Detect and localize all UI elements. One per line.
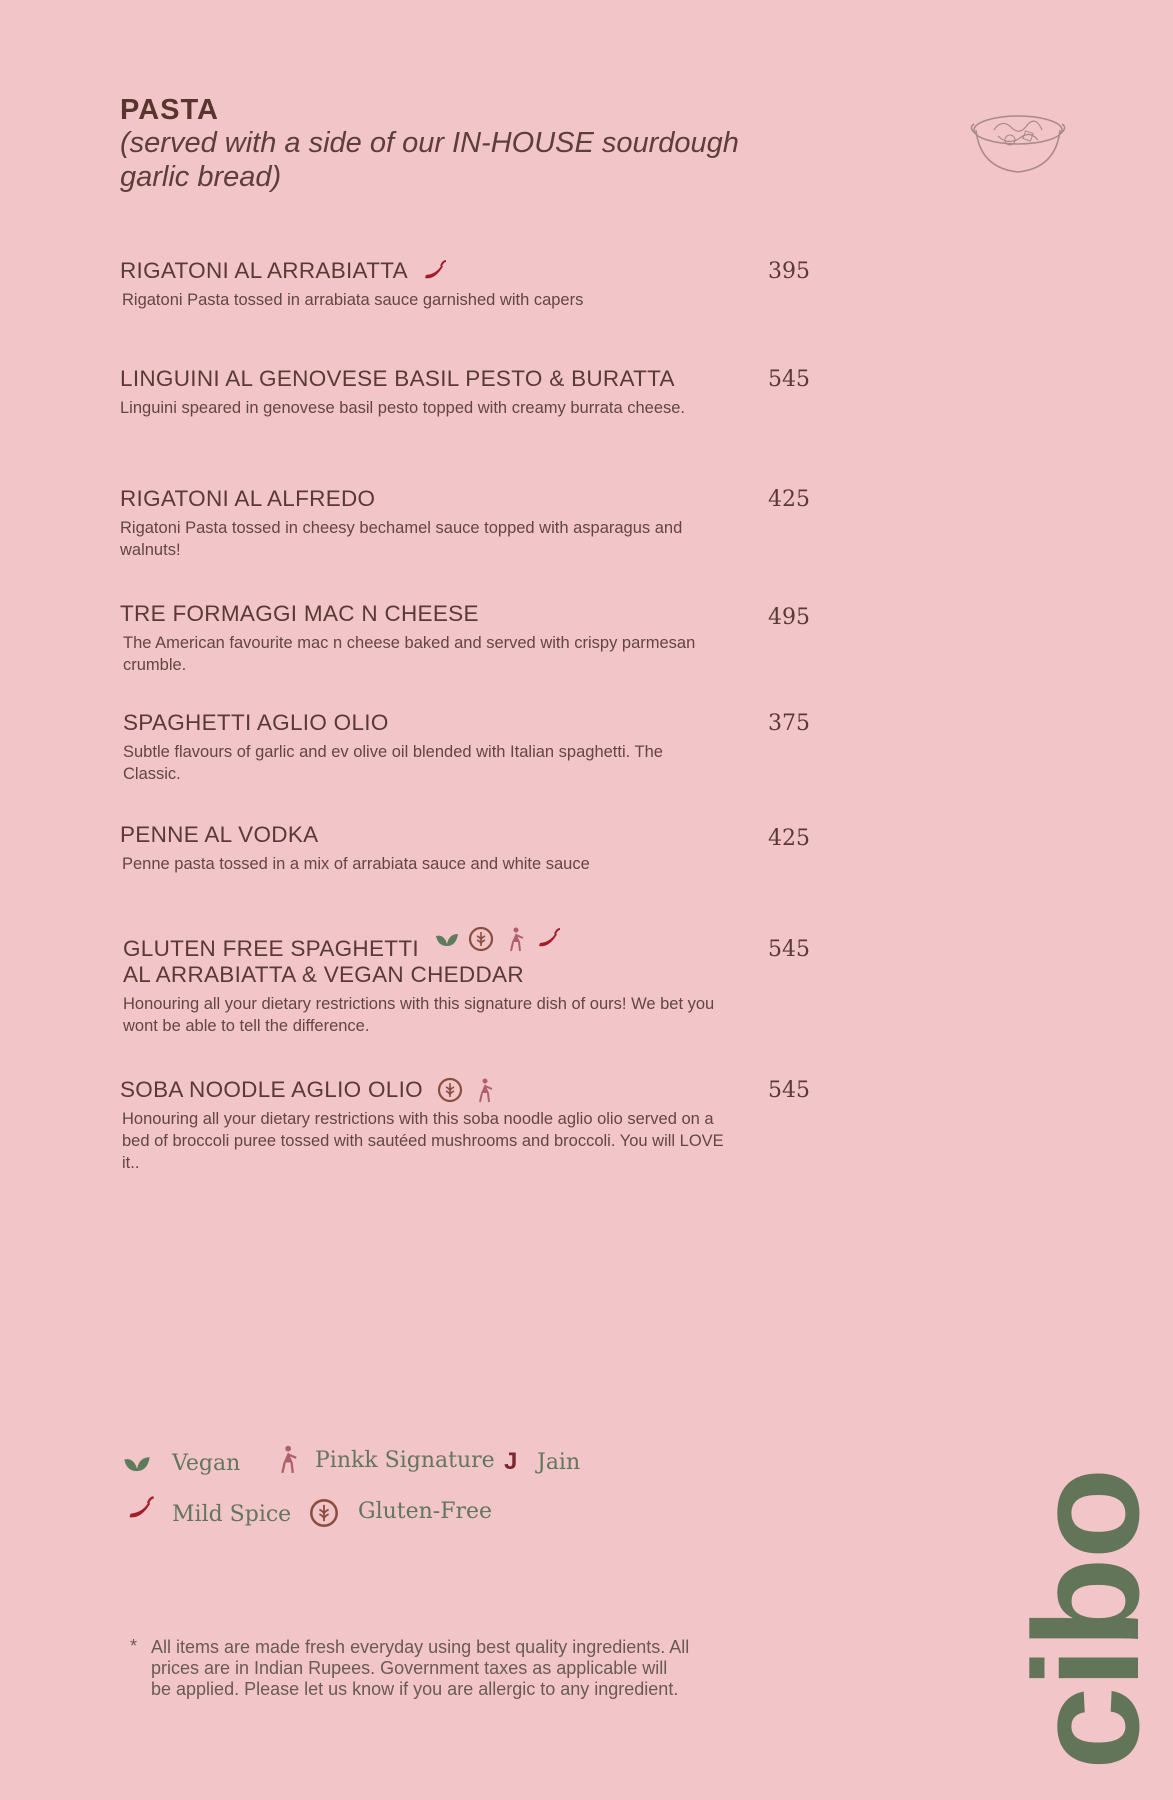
item-price: 545: [768, 1078, 810, 1103]
jain-icon: J: [504, 1448, 518, 1475]
footnote-text: All items are made fresh everyday using best quality ingredients. All prices are in Indian Rupees. Government taxes as applicable will be applied. Please let us know if you are allergic to any ingredient.: [151, 1637, 690, 1699]
item-price: 545: [768, 937, 810, 962]
menu-item: [120, 366, 820, 419]
item-price: 375: [768, 711, 810, 736]
item-description: Rigatoni Pasta tossed in cheesy bechamel sauce topped with asparagus and walnuts!: [120, 519, 683, 559]
vegan-leaf-icon: [434, 926, 460, 952]
section-title: PASTA: [120, 94, 219, 126]
menu-item: [120, 822, 820, 875]
item-description: Honouring all your dietary restrictions with this signature dish of ours! We bet you wont be able to tell the difference.: [123, 995, 715, 1035]
footnote-asterisk: *: [130, 1636, 138, 1656]
item-name: GLUTEN FREE SPAGHETTI AL ARRABIATTA & VEGAN CHEDDAR: [123, 936, 524, 987]
vegan-leaf-icon: [122, 1448, 152, 1478]
item-name: TRE FORMAGGI MAC N CHEESE: [120, 601, 479, 626]
legend-jain-label: Jain: [537, 1450, 581, 1475]
item-price: 495: [768, 605, 810, 630]
signature-figure-icon: [502, 926, 528, 952]
item-price: 425: [768, 487, 810, 512]
menu-item: [123, 710, 823, 785]
item-description: Honouring all your dietary restrictions with this soba noodle aglio olio served on a bed of broccoli puree tossed with sautéed mushrooms and broccoli. You will LOVE it..: [122, 1110, 724, 1172]
item-name: RIGATONI AL ARRABIATTA: [120, 258, 408, 283]
item-description: The American favourite mac n cheese baked and served with crispy parmesan crumble.: [123, 634, 696, 674]
legend-vegan-label: Vegan: [172, 1451, 241, 1476]
section-subtitle: (served with a side of our IN-HOUSE sourdough garlic bread): [120, 127, 739, 193]
gluten-free-icon: [437, 1077, 463, 1103]
menu-item: [120, 1077, 820, 1174]
menu-item: [120, 258, 820, 311]
item-name: SPAGHETTI AGLIO OLIO: [123, 710, 389, 735]
brand-logo: cibo: [1002, 1469, 1170, 1770]
chili-icon: [126, 1494, 156, 1524]
legend-mild-spice-label: Mild Spice: [172, 1502, 292, 1527]
legend-signature-label: Pinkk Signature: [315, 1448, 495, 1473]
item-price: 545: [768, 367, 810, 392]
legend-gluten-free-label: Gluten-Free: [358, 1499, 493, 1524]
gluten-free-icon: [309, 1498, 339, 1528]
item-price: 425: [768, 826, 810, 851]
item-description: Penne pasta tossed in a mix of arrabiata sauce and white sauce: [122, 855, 590, 873]
signature-figure-icon: [272, 1444, 302, 1474]
item-description: Linguini speared in genovese basil pesto topped with creamy burrata cheese.: [120, 399, 686, 417]
item-name: SOBA NOODLE AGLIO OLIO: [120, 1077, 423, 1102]
chili-icon: [536, 926, 562, 952]
pasta-bowl-icon: [968, 100, 1068, 180]
item-description: Subtle flavours of garlic and ev olive oil blended with Italian spaghetti. The Classic.: [123, 743, 663, 783]
item-description: Rigatoni Pasta tossed in arrabiata sauce garnished with capers: [122, 291, 584, 309]
item-price: 395: [768, 259, 810, 284]
menu-item: [120, 601, 820, 676]
menu-item: [120, 486, 820, 561]
signature-figure-icon: [471, 1077, 497, 1103]
item-name: LINGUINI AL GENOVESE BASIL PESTO & BURATTA: [120, 366, 675, 391]
item-name: RIGATONI AL ALFREDO: [120, 486, 376, 511]
gluten-free-icon: [468, 926, 494, 952]
chili-icon: [422, 258, 448, 284]
item-name: PENNE AL VODKA: [120, 822, 319, 847]
